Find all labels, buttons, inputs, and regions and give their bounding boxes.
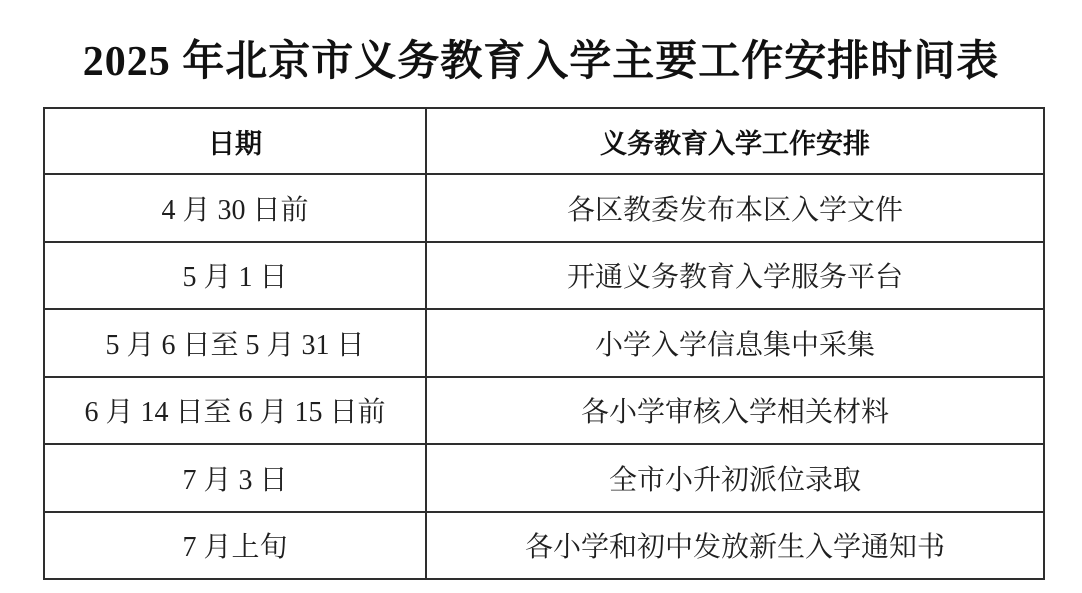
arrangement-cell: 开通义务教育入学服务平台 [426, 242, 1044, 310]
date-cell: 5 月 1 日 [44, 242, 426, 310]
column-header-arrangement: 义务教育入学工作安排 [426, 108, 1044, 174]
arrangement-cell: 全市小升初派位录取 [426, 444, 1044, 512]
table-row [44, 174, 1044, 242]
arrangement-cell: 小学入学信息集中采集 [426, 309, 1044, 377]
table-row [44, 242, 1044, 310]
column-header-date: 日期 [44, 108, 426, 174]
table-row [44, 377, 1044, 445]
date-cell: 4 月 30 日前 [44, 174, 426, 242]
table-row [44, 512, 1044, 580]
table-header-row [44, 108, 1044, 174]
date-cell: 5 月 6 日至 5 月 31 日 [44, 309, 426, 377]
table-row [44, 444, 1044, 512]
page-title: 2025 年北京市义务教育入学主要工作安排时间表 [82, 39, 1000, 85]
date-cell: 7 月上旬 [44, 512, 426, 580]
date-cell: 7 月 3 日 [44, 444, 426, 512]
arrangement-cell: 各区教委发布本区入学文件 [426, 174, 1044, 242]
schedule-table [43, 107, 1045, 580]
table-row [44, 309, 1044, 377]
arrangement-cell: 各小学审核入学相关材料 [426, 377, 1044, 445]
arrangement-cell: 各小学和初中发放新生入学通知书 [426, 512, 1044, 580]
date-cell: 6 月 14 日至 6 月 15 日前 [44, 377, 426, 445]
